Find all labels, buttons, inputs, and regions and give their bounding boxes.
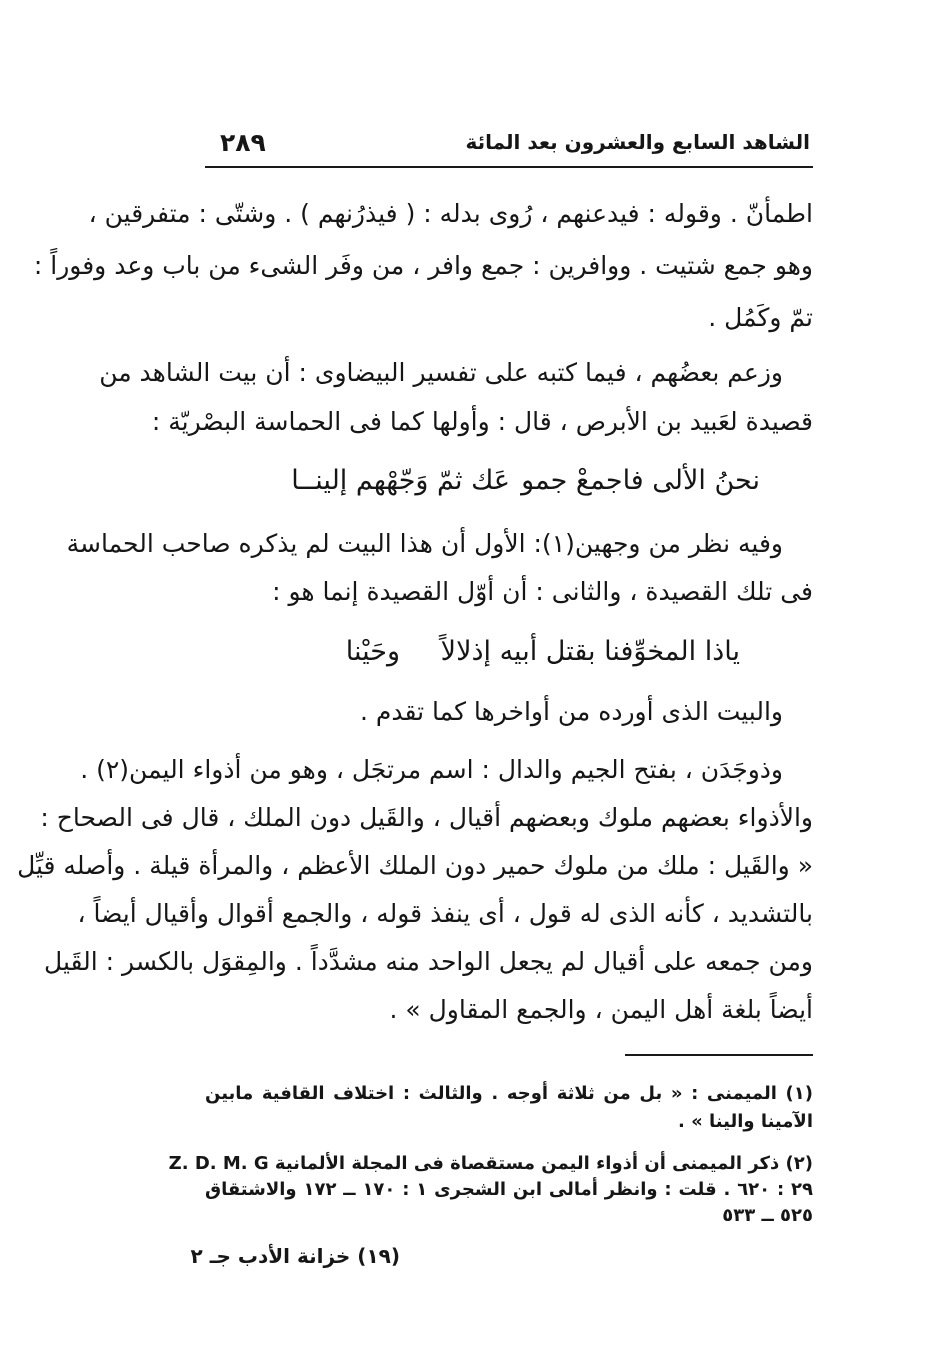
footnote-line: ٥٢٥ ــ ٥٣٣ — [722, 1205, 813, 1226]
verse-hemistich-second: عَك ثمّ وَجّهْهم إلينــا — [291, 465, 510, 496]
body-line: وذوجَدَن ، بفتح الجيم والدال : اسم مرتجَل ، وهو من أذواء اليمن(٢) . — [80, 755, 783, 784]
body-line: وفيه نظر من وجهين(١): الأول أن هذا البيت لم يذكره صاحب الحماسة — [66, 529, 783, 558]
body-line: « والقَيل : ملك من ملوك حمير دون الملك الأعظم ، والمرأة قيلة . وأصله قيِّل — [17, 851, 813, 880]
body-line: ومن جمعه على أقيال لم يجعل الواحد منه مشدَّداً . والمِقوَل بالكسر : القَيل — [44, 947, 813, 976]
body-line: أيضاً بلغة أهل اليمن ، والجمع المقاول » . — [389, 995, 813, 1024]
footnote-rule — [625, 1054, 813, 1056]
page-number: ٢٨٩ — [220, 128, 266, 157]
verse-hemistich-second: وحَيْنا — [345, 636, 400, 667]
body-line: والبيت الذى أورده من أواخرها كما تقدم . — [359, 697, 783, 726]
running-title: الشاهد السابع والعشرون بعد المائة — [465, 130, 810, 154]
header-rule — [205, 166, 813, 168]
body-line: بالتشديد ، كأنه الذى له قول ، أى ينفذ قوله ، والجمع أقوال وأقيال أيضاً ، — [77, 899, 813, 928]
verse-hemistich-first: نحنُ الألى فاجمعْ جمو — [521, 465, 760, 496]
footnote-line: (٢) ذكر الميمنى أن أذواء اليمن مستقصاة فى المجلة الألمانية Z. D. M. G — [168, 1153, 813, 1174]
body-line: قصيدة لعَبيد بن الأبرص ، قال : وأولها كما فى الحماسة البصْريّة : — [151, 407, 813, 436]
body-line: وزعم بعضُهم ، فيما كتبه على تفسير البيضاوى : أن بيت الشاهد من — [99, 358, 783, 387]
body-line: اطمأنّ . وقوله : فيدعنهم ، رُوى بدله : ( فيذرُنهم ) . وشتّى : متفرقين ، — [88, 199, 813, 228]
footnote-line: (١) الميمنى : « بل من ثلاثة أوجه . والثالث : اختلاف القافية مابين — [205, 1083, 813, 1104]
body-line: وهو جمع شتيت . ووافرين : جمع وافر ، من وفَر الشىء من باب وعد وفوراً : — [33, 251, 813, 280]
signature-mark: (١٩) خزانة الأدب جـ ٢ — [190, 1244, 400, 1268]
footnote-line: الآمينا والينا » . — [677, 1111, 813, 1132]
body-line: تمّ وكَمُل . — [708, 303, 813, 332]
body-line: والأذواء بعضهم ملوك وبعضهم أقيال ، والقَيل دون الملك ، قال فى الصحاح : — [40, 803, 813, 832]
body-line: فى تلك القصيدة ، والثانى : أن أوّل القصيدة إنما هو : — [272, 577, 813, 606]
verse-hemistich-first: ياذا المخوِّفنا بقتل أبيه إذلالاً — [440, 636, 740, 667]
footnote-line: ٢٩ : ٦٢٠ . قلت : وانظر أمالى ابن الشجرى ١ : ١٧٠ ــ ١٧٢ والاشتقاق — [205, 1179, 814, 1200]
